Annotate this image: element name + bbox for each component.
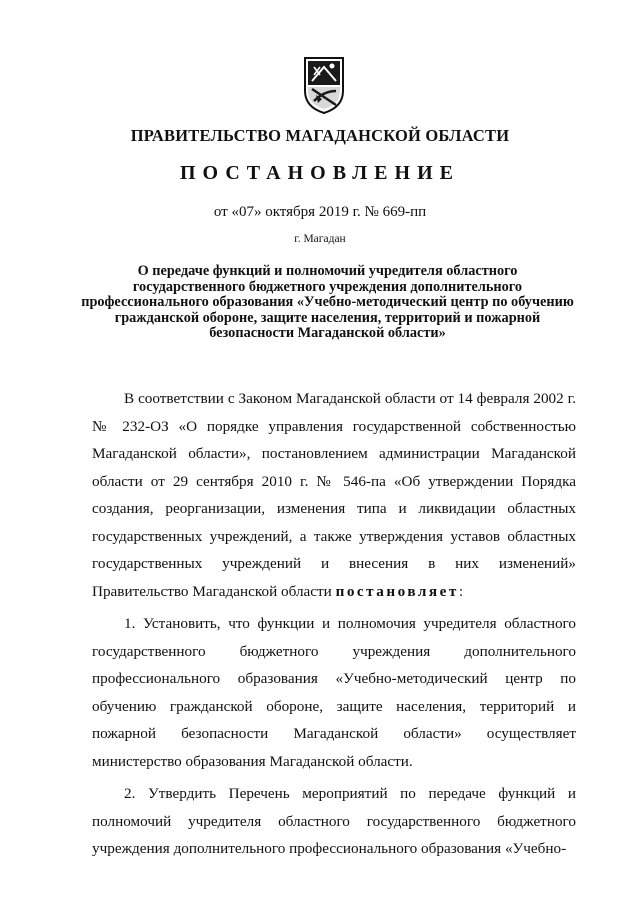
item-1-paragraph: 1. Установить, что функции и полномочия учредителя областного государственного бюджетного учреждения дополнительного профессионального образования «Учебно-методический центр по обучению гражданской обороне, защите населения, территорий и пожарной безопасности Магаданской области» осуществляет министерство образования Магаданской области. xyxy=(92,615,576,770)
document-subject: О передаче функций и полномочий учредителя областного государственного бюджетного учреждения дополнительного профессионального образования «Учебно-методический центр по обучению гражданской обороне, защите населения, территорий и пожарной безопасности Магаданской области» xyxy=(81,263,574,341)
document-type: ПОСТАНОВЛЕНИЕ xyxy=(180,162,460,184)
document-date-number: от «07» октября 2019 г. № 669-пп xyxy=(213,204,427,220)
document-city: г. Магадан xyxy=(294,233,346,245)
document-body xyxy=(92,385,576,863)
intro-end: : xyxy=(458,582,464,600)
government-title: ПРАВИТЕЛЬСТВО МАГАДАНСКОЙ ОБЛАСТИ xyxy=(130,126,510,145)
resolution-verb: постановляет xyxy=(335,582,459,600)
intro-text: В соответствии с Законом Магаданской области от 14 февраля 2002 г. № 232-ОЗ «О порядке управления государственной собственностью Магаданской области», постановлением администрации Магаданской области от 29 сентября 2010 г. № 546-па «Об утверждении Порядка создания, реорганизации, изменения типа и ликвидации областных государственных учреждений, а также утверждения уставов областных государственных учреждений и внесения в них изменений» Правительство Магаданской области xyxy=(92,390,576,600)
coat-of-arms-icon xyxy=(302,55,346,115)
intro-paragraph xyxy=(92,385,576,605)
item-2-paragraph: 2. Утвердить Перечень мероприятий по передаче функций и полномочий учредителя областного государственного бюджетного учреждения дополнительного профессионального образования «Учебно- xyxy=(92,785,576,857)
